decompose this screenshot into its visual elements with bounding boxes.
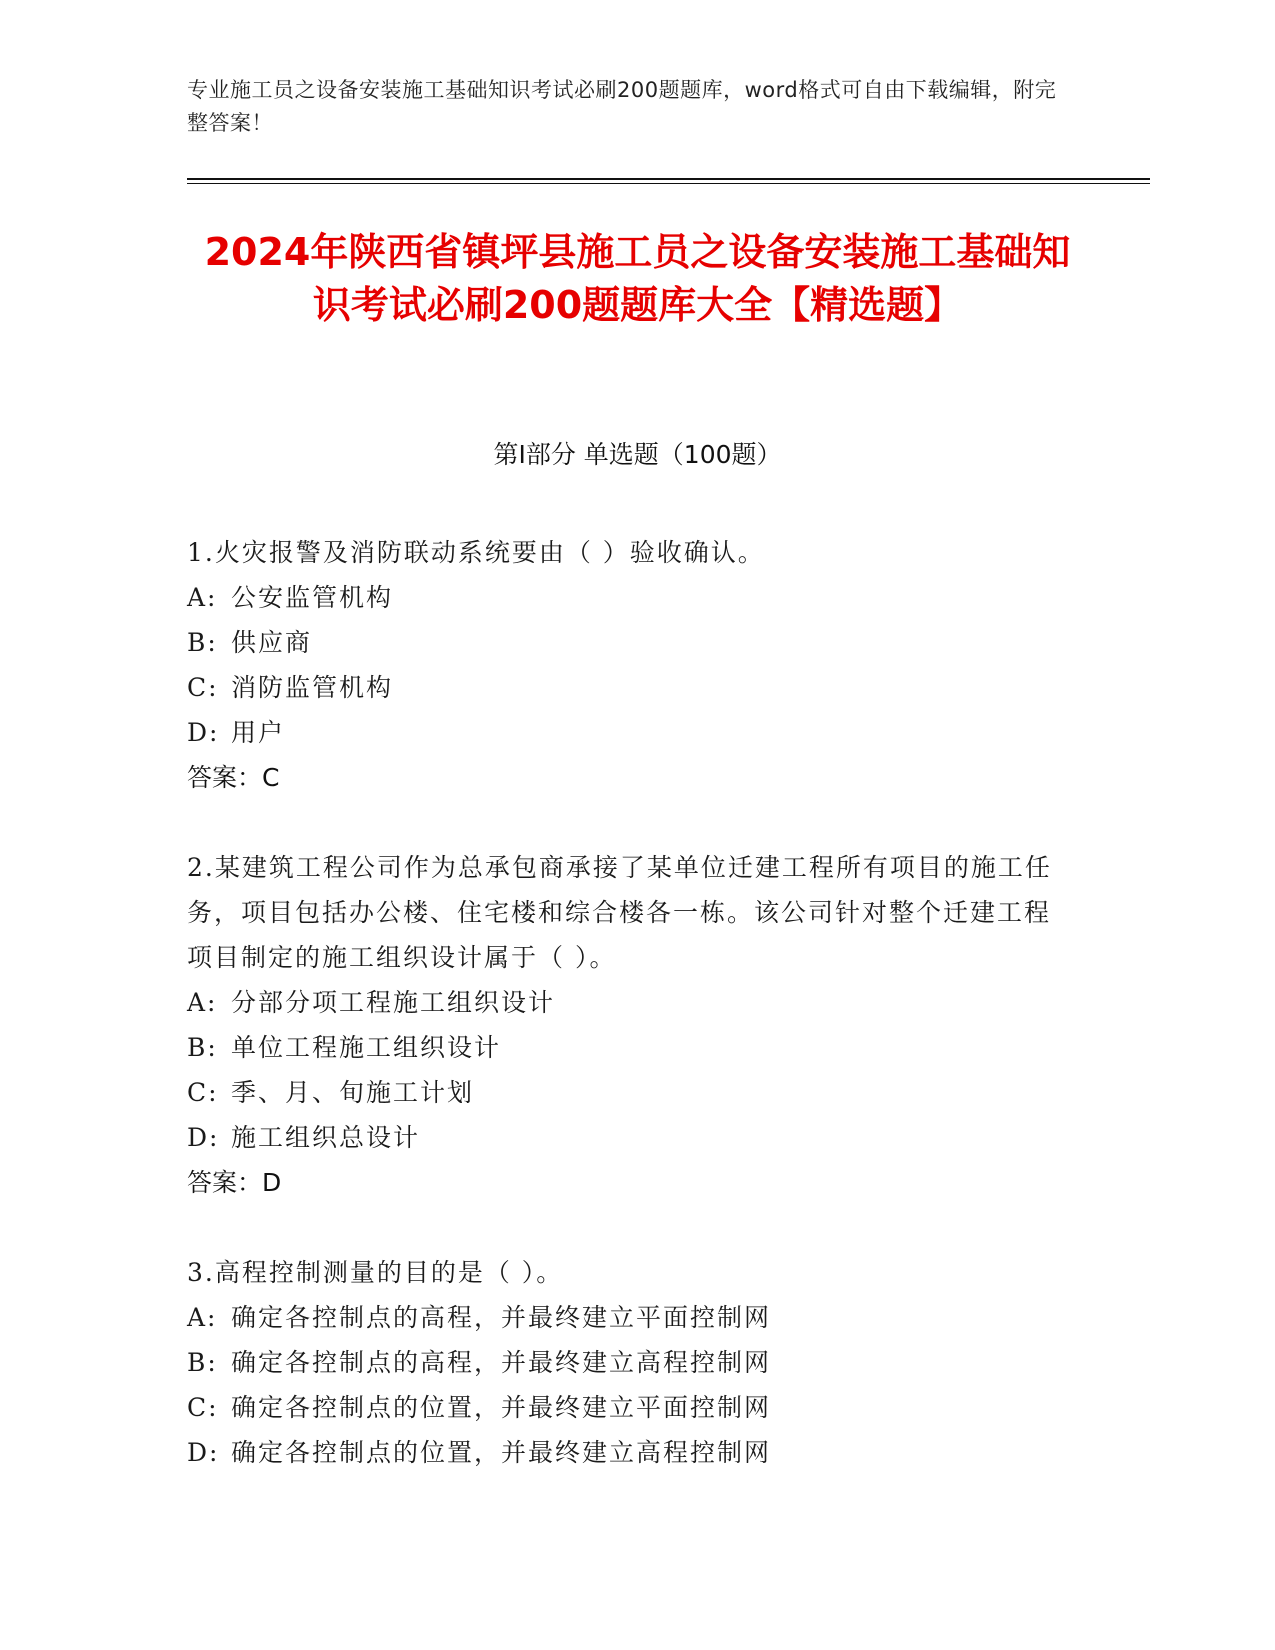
question-item — [187, 845, 1067, 1205]
option-text: 确定各控制点的高程，并最终建立高程控制网 — [231, 1348, 772, 1377]
question-option — [187, 1115, 1067, 1160]
question-option — [187, 1295, 1067, 1340]
header-note: 专业施工员之设备安装施工基础知识考试必刷200题题库，word格式可自由下载编辑，附完整答案！ — [187, 78, 1057, 135]
option-key: B: — [187, 1033, 218, 1062]
option-text: 季、月、旬施工计划 — [231, 1078, 475, 1107]
question-option — [187, 980, 1067, 1025]
question-stem: 1.火灾报警及消防联动系统要由（ ）验收确认。 — [187, 538, 765, 567]
option-text: 分部分项工程施工组织设计 — [231, 988, 556, 1017]
option-text: 施工组织总设计 — [231, 1123, 421, 1152]
option-key: B: — [187, 1348, 218, 1377]
option-key: A: — [187, 988, 218, 1017]
option-key: D: — [187, 718, 220, 747]
question-item — [187, 530, 1067, 800]
option-key: C: — [187, 1078, 219, 1107]
option-key: B: — [187, 628, 218, 657]
section-heading: 第I部分 单选题（100题） — [493, 440, 782, 469]
option-key: D: — [187, 1438, 220, 1467]
question-stem: 2.某建筑工程公司作为总承包商承接了某单位迁建工程所有项目的施工任务，项目包括办公楼、住宅楼和综合楼各一栋。该公司针对整个迁建工程项目制定的施工组织设计属于（ ）。 — [187, 853, 1052, 972]
document-title: 2024年陕西省镇坪县施工员之设备安装施工基础知识考试必刷200题题库大全【精选题】 — [204, 230, 1071, 327]
question-option — [187, 1385, 1067, 1430]
option-text: 单位工程施工组织设计 — [231, 1033, 502, 1062]
question-stem: 3.高程控制测量的目的是（ ）。 — [187, 1258, 564, 1287]
option-key: A: — [187, 583, 218, 612]
option-key: A: — [187, 1303, 218, 1332]
option-text: 供应商 — [231, 628, 313, 657]
question-item — [187, 1250, 1067, 1475]
question-option — [187, 1070, 1067, 1115]
header-divider-thin — [187, 183, 1150, 184]
option-text: 用户 — [231, 718, 286, 747]
question-option — [187, 575, 1067, 620]
question-option — [187, 710, 1067, 755]
question-list — [187, 530, 1067, 1520]
option-key: C: — [187, 673, 219, 702]
header-divider-thick — [187, 178, 1150, 180]
option-key: C: — [187, 1393, 219, 1422]
question-answer: 答案：D — [187, 1168, 282, 1197]
question-option — [187, 1340, 1067, 1385]
question-option — [187, 620, 1067, 665]
question-option — [187, 665, 1067, 710]
question-option — [187, 1025, 1067, 1070]
option-text: 确定各控制点的位置，并最终建立平面控制网 — [231, 1393, 772, 1422]
option-text: 公安监管机构 — [231, 583, 394, 612]
option-key: D: — [187, 1123, 220, 1152]
question-option — [187, 1430, 1067, 1475]
question-answer: 答案：C — [187, 763, 280, 792]
option-text: 消防监管机构 — [231, 673, 394, 702]
option-text: 确定各控制点的高程，并最终建立平面控制网 — [231, 1303, 772, 1332]
option-text: 确定各控制点的位置，并最终建立高程控制网 — [231, 1438, 772, 1467]
